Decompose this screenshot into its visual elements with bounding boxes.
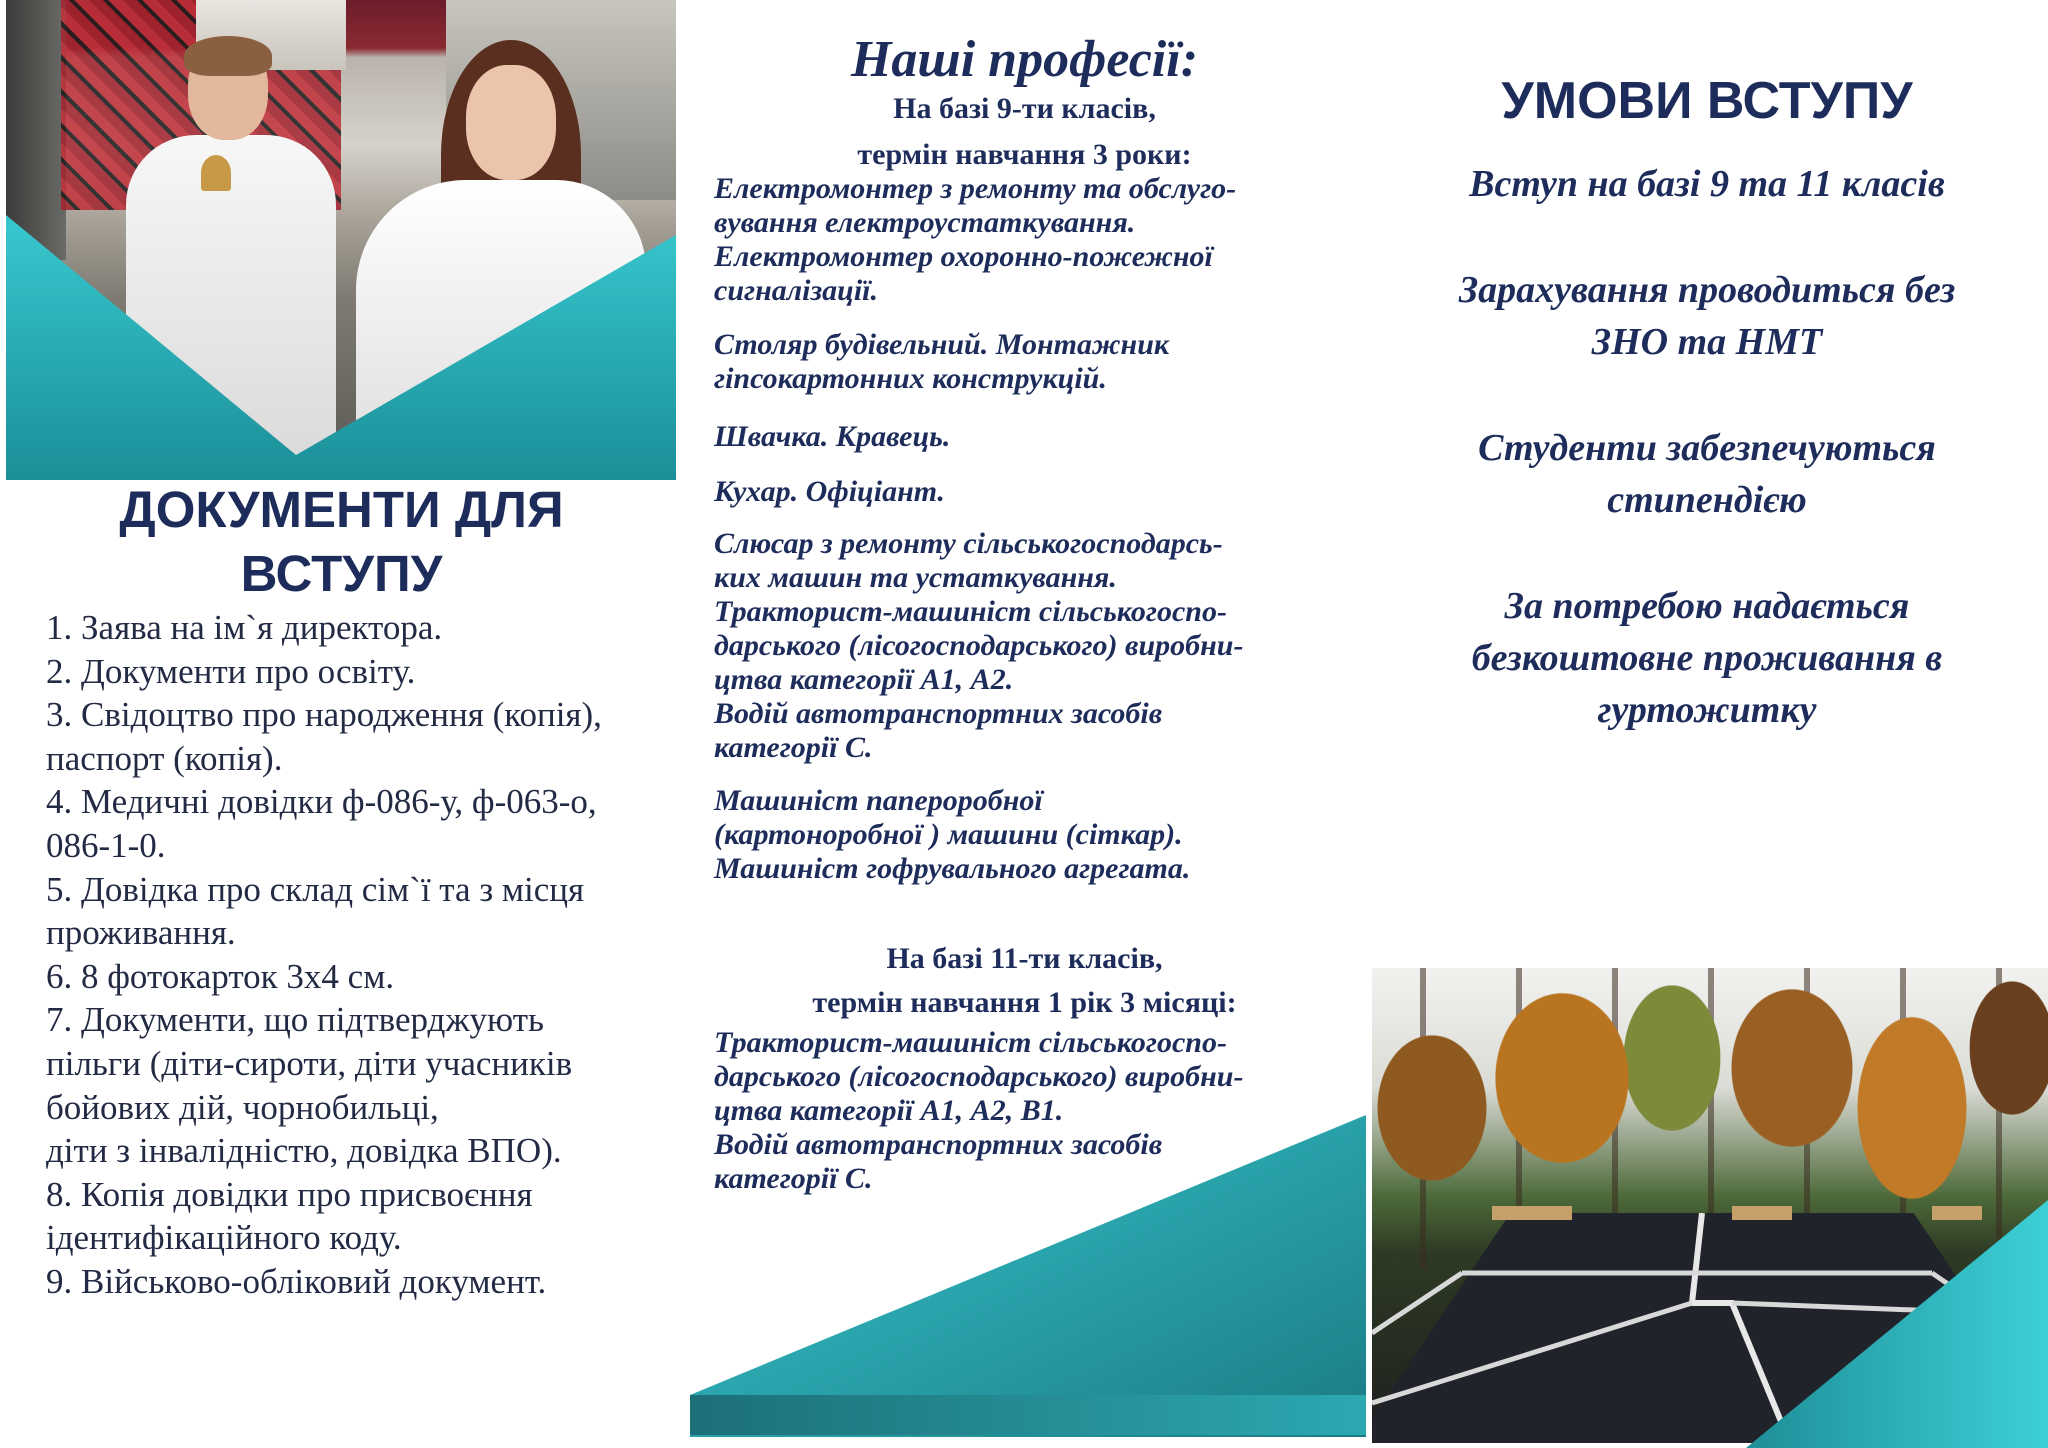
documents-title-line1: ДОКУМЕНТИ ДЛЯ — [119, 481, 564, 538]
document-item: 1. Заява на ім`я директора. — [46, 608, 443, 647]
documents-list — [46, 606, 683, 1304]
document-item: 9. Військово-обліковий документ. — [46, 1261, 547, 1301]
documents-title — [0, 478, 683, 606]
teal-triangle-decoration — [6, 215, 676, 480]
documents-title-line2: ВСТУПУ — [240, 545, 443, 602]
profession-group: Електромонтер з ремонту та обслуго- вування електроустаткування. Електромонтер охоронно-пожежної сигналізації. — [714, 172, 1237, 307]
teal-triangle-decoration — [1366, 1180, 2048, 1448]
base11-heading-line2: термін навчання 1 рік 3 місяці: — [812, 986, 1237, 1019]
left-panel — [0, 0, 683, 1448]
bell-icon — [201, 155, 231, 191]
profession-group: Тракторист-машиніст сільськогоспо- дарського (лісогосподарського) виробни- цтва категорії А1, А2, В1. Водій автотранспортних засобів категорії С. — [714, 1026, 1244, 1195]
condition-item: Вступ на базі 9 та 11 класів — [1469, 163, 1945, 205]
document-item: 8. Копія довідки про присвоєння ідентифікаційного коду. — [46, 1174, 533, 1258]
base9-heading-line1: На базі 9-ти класів, — [893, 92, 1156, 125]
profession-group: Слюсар з ремонту сільськогосподарсь- ких машин та устаткування. Тракторист-машиніст сільськогоспо- дарського (лісогосподарського) виробни- цтва категорії А1, А2. Водій автотранспортних засобів категорії С. — [714, 527, 1244, 764]
base11-heading-line1: На базі 11-ти класів, — [886, 942, 1163, 975]
condition-item: Зарахування проводиться без ЗНО та НМТ — [1458, 269, 1956, 363]
document-item: 4. Медичні довідки ф-086-у, ф-063-о, 086-1-0. — [46, 782, 597, 865]
profession-group: Столяр будівельний. Монтажник гіпсокартонних конструкцій. — [714, 328, 1170, 395]
condition-item: Студенти забезпечуються стипендією — [1478, 427, 1936, 521]
middle-panel — [683, 0, 1366, 1448]
document-item: 7. Документи, що підтверджують пільги (діти-сироти, діти учасників бойових дій, чорнобильці, діти з інвалідністю, довідка ВПО). — [46, 1000, 573, 1171]
base9-heading-line2: термін навчання 3 роки: — [857, 138, 1192, 171]
condition-item: За потребою надається безкоштовне проживання в гуртожитку — [1471, 585, 1943, 731]
document-item: 5. Довідка про склад сім`ї та з місця проживання. — [46, 869, 585, 953]
profession-group: Кухар. Офіціант. — [714, 475, 945, 508]
document-item: 2. Документи про освіту. — [46, 651, 416, 691]
document-item: 6. 8 фотокарток 3х4 см. — [46, 956, 395, 996]
profession-group: Швачка. Кравець. — [714, 420, 951, 453]
document-item: 3. Свідоцтво про народження (копія), паспорт (копія). — [46, 695, 602, 778]
conditions-title: УМОВИ ВСТУПУ — [1501, 72, 1913, 130]
profession-group: Машиніст папероробної (картоноробної ) машини (сіткар). Машиніст гофрувального агрегата. — [714, 784, 1191, 885]
professions-title: Наші професії: — [850, 31, 1199, 88]
teal-triangle-decoration — [690, 1115, 1366, 1448]
